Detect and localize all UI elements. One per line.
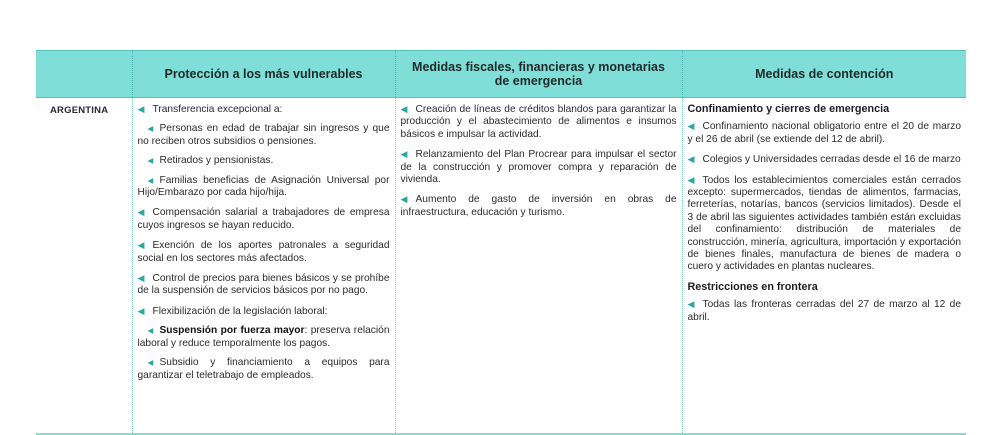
containment-measures-cell: [682, 98, 966, 435]
header-fiscal-measures: Medidas fiscales, financieras y monetarias de emergencia: [395, 51, 682, 98]
header-row: [36, 51, 966, 98]
triangle-left-icon: ◀: [400, 104, 408, 114]
header-containment-measures: Medidas de contención: [682, 51, 966, 98]
list-item: ◀ Control de precios para bienes básicos y se prohíbe de la suspensión de servicios básicos por no pago.: [137, 273, 390, 297]
list-item: ◀ Creación de líneas de créditos blandos para garantizar la producción y el abastecimiento de alimentos e insumos básicos e impulsar la actividad.: [400, 104, 677, 140]
list-item: ◀ Subsidio y financiamiento a equipos para garantizar el teletrabajo de empleados.: [137, 357, 390, 381]
section-heading-confinement: Confinamiento y cierres de emergencia: [687, 103, 890, 115]
list-item: ◀ Transferencia excepcional a:: [137, 104, 283, 115]
triangle-left-icon: ◀: [137, 305, 145, 316]
country-cell: ARGENTINA: [36, 98, 132, 435]
section-heading-borders: Restricciones en frontera: [687, 280, 818, 293]
list-item: ◀ Relanzamiento del Plan Procrear para impulsar el sector de la construcción y promover compra y reparación de vivienda.: [400, 149, 677, 186]
triangle-left-icon: ◀: [137, 207, 145, 218]
triangle-left-icon: ◀: [687, 299, 695, 310]
small-triangle-left-icon: ◀: [147, 124, 154, 134]
small-triangle-left-icon: ◀: [147, 156, 154, 166]
triangle-left-icon: ◀: [400, 194, 408, 205]
list-item: ◀ Aumento de gasto de inversión en obras de infraestructura, educación y turismo.: [400, 194, 677, 218]
header-vulnerable-protection: Protección a los más vulnerables: [132, 51, 395, 98]
small-triangle-left-icon: ◀: [147, 175, 154, 185]
small-triangle-left-icon: ◀: [147, 326, 154, 336]
list-item: ◀ Todos los establecimientos comerciales están cerrados excepto: supermercados, tiendas de alimentos, farmacias, ferreterías, notarías, bancos (servicios limitados). Desde el 3 de abril las siguientes actividades también están excluidas del confinamiento: distribución de materiales de construcción, minería, agricultura, importación y exportación de bienes finales, manufactura de bienes de madera o cuero y actividades en plantas nucleares.: [687, 174, 961, 273]
fiscal-measures-cell: [395, 98, 682, 435]
list-item: ◀ Todas las fronteras cerradas del 27 de marzo al 12 de abril.: [687, 299, 961, 323]
list-item: ◀ Compensación salarial a trabajadores de empresa cuyos ingresos se hayan reducido.: [137, 207, 390, 231]
measures-table-container: [36, 50, 966, 435]
list-item: ◀ Flexibilización de la legislación laboral:: [137, 305, 328, 317]
list-item: ◀ Retirados y pensionistas.: [138, 155, 390, 167]
measures-table: [36, 50, 966, 435]
triangle-left-icon: ◀: [400, 149, 408, 160]
triangle-left-icon: ◀: [137, 273, 145, 284]
list-item: ◀ Familias beneficias de Asignación Universal por Hijo/Embarazo por cada hijo/hija.: [137, 174, 390, 199]
triangle-left-icon: ◀: [687, 174, 695, 185]
header-country: [36, 51, 132, 98]
table-row-argentina: [36, 98, 966, 435]
triangle-left-icon: ◀: [137, 104, 145, 114]
triangle-left-icon: ◀: [687, 121, 695, 132]
small-triangle-left-icon: ◀: [147, 358, 154, 368]
list-item: ◀ Suspensión por fuerza mayor: preserva relación laboral y reduce temporalmente los pagos.: [137, 325, 390, 349]
triangle-left-icon: ◀: [137, 240, 145, 251]
list-item: ◀ Colegios y Universidades cerradas desde el 16 de marzo: [687, 154, 961, 166]
vulnerable-protection-cell: [132, 98, 395, 435]
triangle-left-icon: ◀: [687, 154, 695, 165]
list-item: ◀ Confinamiento nacional obligatorio entre el 20 de marzo y el 26 de abril (se extiende del 12 de abril).: [687, 121, 961, 145]
list-item: ◀ Personas en edad de trabajar sin ingresos y que no reciben otros subsidios o pensiones.: [137, 123, 390, 147]
list-item: ◀ Exención de los aportes patronales a seguridad social en los sectores más afectados.: [137, 240, 390, 264]
